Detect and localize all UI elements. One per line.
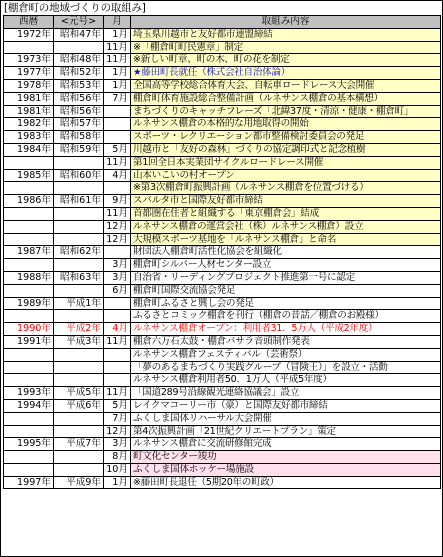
row-month: 12月: [104, 233, 131, 246]
row-year: 1993年: [4, 387, 54, 400]
row-year: 1990年: [4, 323, 54, 336]
row-month: 6月: [104, 284, 131, 297]
row-month: [104, 297, 131, 310]
row-era: 平成1年: [54, 297, 104, 310]
row-era: [54, 259, 104, 272]
row-month: [104, 310, 131, 323]
row-month: 11月: [104, 156, 131, 169]
table-row: [4, 143, 441, 156]
row-content: ルネサンス棚倉の本格的な用地取得の開始: [131, 118, 441, 131]
row-content: 町文化センター竣功: [131, 451, 441, 464]
row-year: 1983年: [4, 131, 54, 144]
row-era: 昭和61年: [54, 195, 104, 208]
row-content: 全国高等学校総合体育大会、自転車ロードレース大会開催: [131, 79, 441, 92]
row-month: 12月: [104, 425, 131, 438]
table-row: [4, 284, 441, 297]
row-month: 3月: [104, 259, 131, 272]
row-year: 1997年: [4, 476, 54, 489]
table-row: [4, 28, 441, 41]
row-content: 山本いこいの村オープン: [131, 169, 441, 182]
timeline-body: [4, 28, 441, 489]
row-month: 11月: [104, 387, 131, 400]
row-year: [4, 463, 54, 476]
header-year: 西暦: [4, 16, 54, 29]
row-year: [4, 220, 54, 233]
table-row: [4, 348, 441, 361]
row-era: 昭和56年: [54, 105, 104, 118]
table-row: [4, 246, 441, 259]
table-row: [4, 399, 441, 412]
row-content: 財団法人棚倉町活性化協会を組織化: [131, 246, 441, 259]
row-content: 棚倉町体育施設総合整備計画（ルネサンス棚倉の基本構想）: [131, 92, 441, 105]
row-year: 1973年: [4, 54, 54, 67]
row-era: 平成9年: [54, 476, 104, 489]
row-year: [4, 284, 54, 297]
row-month: 4月: [104, 169, 131, 182]
table-row: [4, 233, 441, 246]
row-era: [54, 374, 104, 387]
row-content: ※第3次棚倉町振興計画（ルネサンス棚倉を位置づける）: [131, 182, 441, 195]
row-content: スポーツ・レクリエーション都市整備検討委員会の発足: [131, 131, 441, 144]
row-month: 12月: [104, 220, 131, 233]
row-content: 「国道289号沿線観光連絡協議会」設立: [131, 387, 441, 400]
row-month: [104, 182, 131, 195]
row-era: [54, 463, 104, 476]
row-era: 昭和56年: [54, 92, 104, 105]
table-row: [4, 463, 441, 476]
row-month: 3月: [104, 271, 131, 284]
row-era: 平成7年: [54, 438, 104, 451]
row-era: [54, 284, 104, 297]
row-content: ※「棚倉町町民憲章」制定: [131, 41, 441, 54]
row-era: 昭和52年: [54, 67, 104, 80]
row-content: ルネサンス棚倉利用者50．1万人（平成5年度）: [131, 374, 441, 387]
row-year: 1991年: [4, 335, 54, 348]
row-content: ふくしま国体リハーサル大会開催: [131, 412, 441, 425]
row-year: 1985年: [4, 169, 54, 182]
table-row: [4, 41, 441, 54]
row-year: [4, 425, 54, 438]
row-content: 第1回全日本実業団サイクルロードレース開催: [131, 156, 441, 169]
row-content: 大規模スポーツ基地を「ルネサンス棚倉」と命名: [131, 233, 441, 246]
row-year: 1982年: [4, 118, 54, 131]
row-month: 4月: [104, 323, 131, 336]
table-row: [4, 297, 441, 310]
row-content: ルネサンス棚倉の運営会社（株）ルネサンス棚倉）設立: [131, 220, 441, 233]
row-content: 棚倉六万石太鼓・棚倉バサラ音頭制作発表: [131, 335, 441, 348]
row-month: 1月: [104, 28, 131, 41]
table-row: [4, 438, 441, 451]
row-month: [104, 348, 131, 361]
timeline-table: [3, 15, 441, 489]
row-year: 1984年: [4, 143, 54, 156]
row-era: 昭和57年: [54, 118, 104, 131]
row-month: 5月: [104, 399, 131, 412]
table-row: [4, 92, 441, 105]
table-row: [4, 451, 441, 464]
table-row: [4, 310, 441, 323]
row-content: ふくしま国体ホッケー場施設: [131, 463, 441, 476]
row-era: 平成3年: [54, 335, 104, 348]
row-year: [4, 41, 54, 54]
row-era: [54, 41, 104, 54]
row-era: [54, 361, 104, 374]
row-year: 1981年: [4, 105, 54, 118]
row-year: [4, 310, 54, 323]
row-content: 「夢のあるまちづくり実践グループ（冒険王）」を設立・活動: [131, 361, 441, 374]
document-title: [棚倉町の地域づくりの取組み]: [4, 2, 146, 14]
row-month: 9月: [104, 195, 131, 208]
row-era: [54, 207, 104, 220]
row-era: 昭和62年: [54, 246, 104, 259]
table-row: [4, 182, 441, 195]
row-month: [104, 131, 131, 144]
row-era: [54, 348, 104, 361]
row-content: ※藤田町長退任（5期20年の町政）: [131, 476, 441, 489]
row-era: 昭和47年: [54, 28, 104, 41]
row-year: [4, 348, 54, 361]
table-row: [4, 335, 441, 348]
row-content: 首都圏在住者と組織する「東京棚倉会」結成: [131, 207, 441, 220]
row-era: [54, 156, 104, 169]
table-row: [4, 374, 441, 387]
row-month: 1月: [104, 79, 131, 92]
row-era: 昭和63年: [54, 271, 104, 284]
row-era: [54, 220, 104, 233]
row-year: [4, 156, 54, 169]
row-content: 川越市と「友好の森林」づくりの協定調印式と記念植樹: [131, 143, 441, 156]
table-row: [4, 323, 441, 336]
row-content: 埼玉県川越市と友好都市連盟締結: [131, 28, 441, 41]
header-content: 取組み内容: [131, 16, 441, 29]
table-row: [4, 476, 441, 489]
table-row: [4, 54, 441, 67]
row-content: 第4次振興計画「21世紀クリエートプラン」策定: [131, 425, 441, 438]
table-row: [4, 79, 441, 92]
row-era: [54, 310, 104, 323]
table-row: [4, 220, 441, 233]
row-month: 5月: [104, 143, 131, 156]
table-row: [4, 131, 441, 144]
row-era: 平成5年: [54, 387, 104, 400]
row-year: 1977年: [4, 67, 54, 80]
row-year: 1972年: [4, 28, 54, 41]
row-era: [54, 182, 104, 195]
table-row: [4, 271, 441, 284]
row-year: [4, 259, 54, 272]
row-year: 1978年: [4, 79, 54, 92]
table-row: [4, 156, 441, 169]
row-content: スバルタ市と国際友好都市締結: [131, 195, 441, 208]
row-year: [4, 207, 54, 220]
row-month: [104, 118, 131, 131]
row-year: 1989年: [4, 297, 54, 310]
table-row: [4, 105, 441, 118]
row-era: 昭和60年: [54, 169, 104, 182]
row-year: [4, 451, 54, 464]
table-row: [4, 195, 441, 208]
row-month: 1月: [104, 67, 131, 80]
row-year: 1987年: [4, 246, 54, 259]
row-year: 1994年: [4, 399, 54, 412]
row-year: [4, 233, 54, 246]
row-year: [4, 182, 54, 195]
table-row: [4, 361, 441, 374]
row-month: 1月: [104, 476, 131, 489]
row-era: 平成2年: [54, 323, 104, 336]
row-month: [104, 246, 131, 259]
table-row: [4, 412, 441, 425]
row-year: 1986年: [4, 195, 54, 208]
row-year: 1988年: [4, 271, 54, 284]
row-month: [104, 361, 131, 374]
row-month: 3月: [104, 438, 131, 451]
row-content: 自治省・リーディングプロジェクト推進第一号に認定: [131, 271, 441, 284]
table-row: [4, 425, 441, 438]
row-era: 昭和59年: [54, 143, 104, 156]
row-era: 昭和53年: [54, 79, 104, 92]
header-month: 月: [104, 16, 131, 29]
row-content: ※新しい町章、町の木、町の花を制定: [131, 54, 441, 67]
table-row: [4, 67, 441, 80]
row-month: 7月: [104, 412, 131, 425]
row-month: 11月: [104, 335, 131, 348]
row-year: 1981年: [4, 92, 54, 105]
header-era: <元号>: [54, 16, 104, 29]
row-era: 平成6年: [54, 399, 104, 412]
row-content: ルネサンス棚倉フェスティバル（芸術祭）: [131, 348, 441, 361]
row-content: レイクマコーリー市（豪）と国際友好都市締結: [131, 399, 441, 412]
table-row: [4, 207, 441, 220]
row-month: 8月: [104, 451, 131, 464]
row-month: 7月: [104, 92, 131, 105]
row-content: ふるさとコミック棚倉を刊行（棚倉の昔話／棚倉のお殿様）: [131, 310, 441, 323]
table-row: [4, 169, 441, 182]
row-month: 11月: [104, 207, 131, 220]
row-content: 棚倉町ふるさと興し会の発足: [131, 297, 441, 310]
row-era: [54, 233, 104, 246]
row-month: 10月: [104, 463, 131, 476]
table-row: [4, 118, 441, 131]
table-row: [4, 259, 441, 272]
row-year: [4, 412, 54, 425]
table-row: [4, 387, 441, 400]
row-content: ★藤田町長就任（株式会社自治体論）: [131, 67, 441, 80]
row-month: 11月: [104, 41, 131, 54]
header-row: [4, 16, 441, 29]
row-month: 11月: [104, 54, 131, 67]
row-era: 昭和48年: [54, 54, 104, 67]
row-content: ルネサンス棚倉オープン：利用者31．5万人（平成2年度）: [131, 323, 441, 336]
row-month: [104, 105, 131, 118]
row-month: [104, 374, 131, 387]
row-content: ルネサンス棚倉に交流研修館完成: [131, 438, 441, 451]
row-era: [54, 412, 104, 425]
row-year: 1995年: [4, 438, 54, 451]
row-content: まちづくりのキャッチフレーズ「北緯37度・清涼・健康・棚倉町」: [131, 105, 441, 118]
row-era: [54, 451, 104, 464]
row-year: [4, 374, 54, 387]
row-era: [54, 425, 104, 438]
row-content: 棚倉町シルバー人材センター設立: [131, 259, 441, 272]
row-era: 昭和58年: [54, 131, 104, 144]
row-year: [4, 361, 54, 374]
row-content: 棚倉町国際交流協会発足: [131, 284, 441, 297]
